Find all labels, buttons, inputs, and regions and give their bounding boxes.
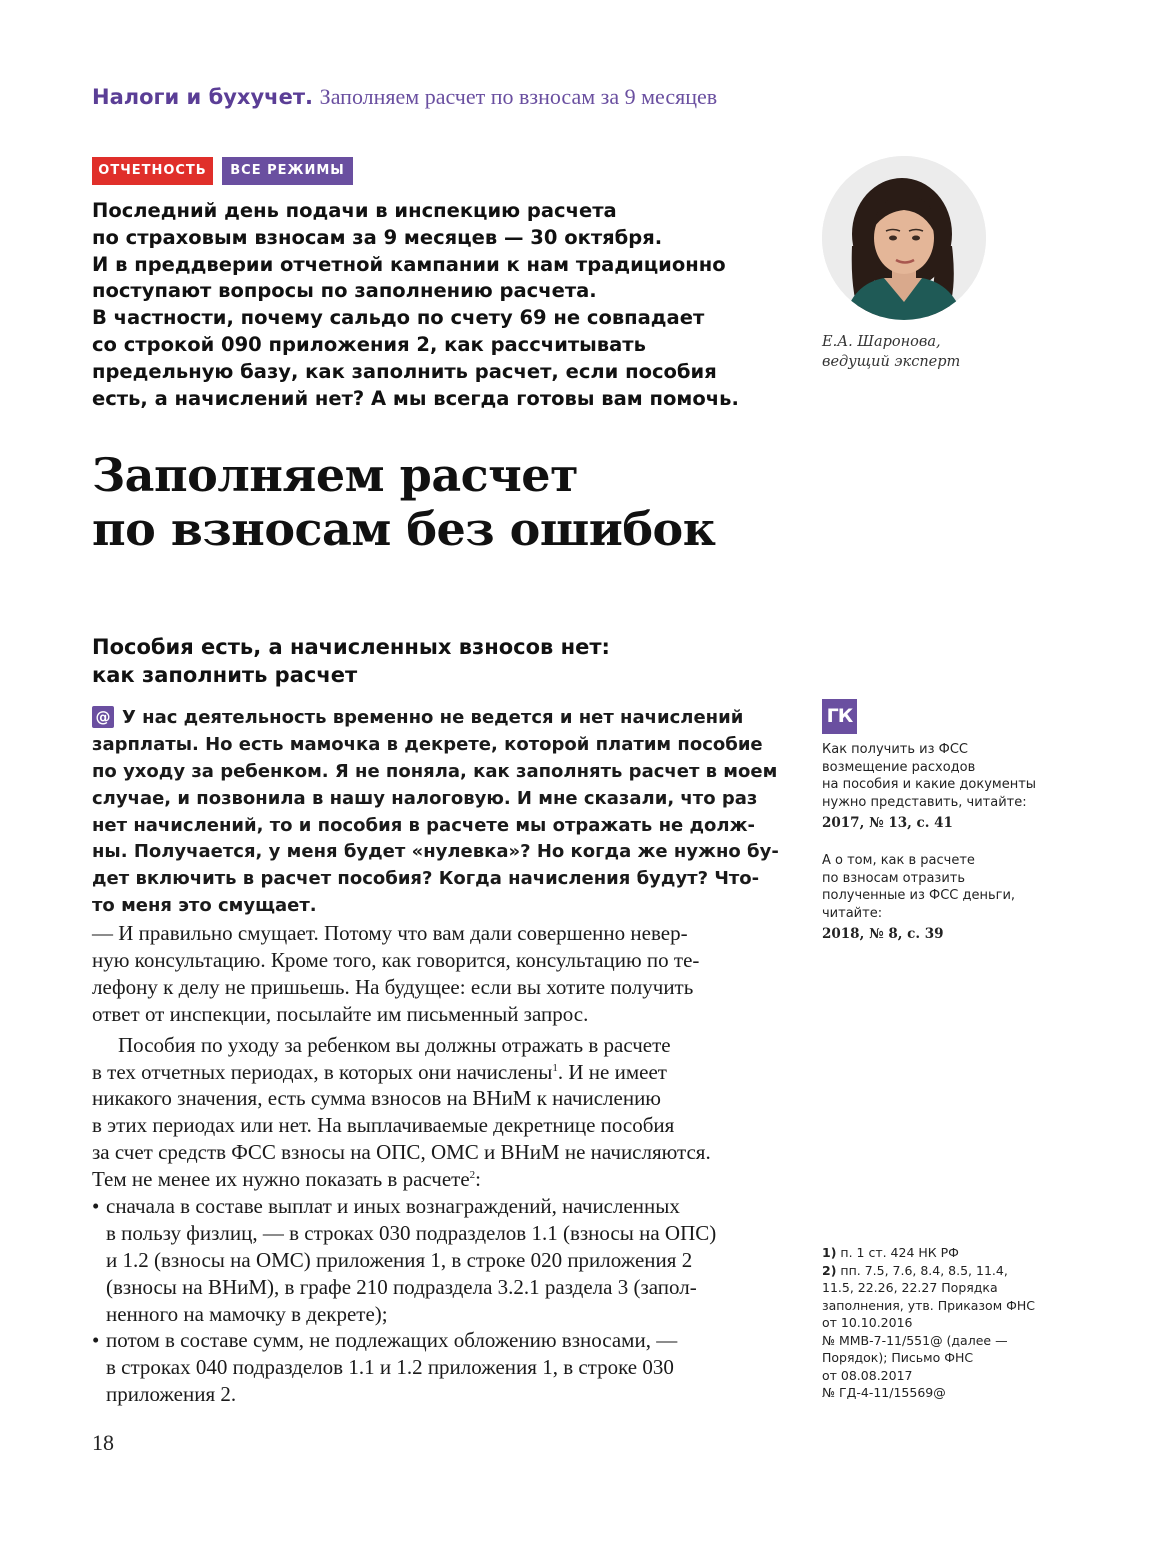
- article-body: [92, 705, 779, 1408]
- question-line: по уходу за ребенком. Я не поняла, как заполнять расчет в моем: [92, 760, 778, 782]
- question-line: @ У нас деятельность временно не ведется и нет начислений: [92, 705, 772, 732]
- section-name: Налоги и бухучет.: [92, 85, 313, 109]
- bullet-line: • потом в составе сумм, не подлежащих обложению взносами, —: [92, 1328, 678, 1353]
- answer-line: — И правильно смущает. Потому что вам дали совершенно невер-: [92, 921, 688, 946]
- footnotes: 1) п. 1 ст. 424 НК РФ 2) пп. 7.5, 7.6, 8.4, 8.5, 11.4, 11.5, 22.26, 22.27 Порядка заполнения, утв. Приказом ФНС от 10.10.2016 № ММВ-7-11/551@ (далее — Порядок); Письмо ФНС от 08.08.2017 № ГД-4-11/15569@: [822, 1245, 1035, 1400]
- at-icon: @: [92, 706, 114, 728]
- lead-line: со строкой 090 приложения 2, как рассчитывать: [92, 332, 646, 356]
- author-name: Е.А. Шаронова,: [822, 334, 941, 350]
- lead-line: поступают вопросы по заполнению расчета.: [92, 279, 597, 303]
- lead-line: Последний день подачи в инспекцию расчета: [92, 199, 617, 222]
- tag-all-regimes: ВСЕ РЕЖИМЫ: [222, 157, 353, 185]
- answer-line: ную консультацию. Кроме того, как говорится, консультацию по те-: [92, 948, 700, 973]
- lead-line: И в преддверии отчетной кампании к нам традиционно: [92, 252, 726, 276]
- bullet-line: в строках 040 подразделов 1.1 и 1.2 приложения 1, в строке 030: [106, 1355, 674, 1380]
- lead-line: В частности, почему сальдо по счету 69 не совпадает: [92, 306, 705, 330]
- question-line: дет включить в расчет пособия? Когда начисления будут? Что-: [92, 868, 760, 890]
- bullet-icon: •: [92, 1194, 100, 1219]
- author-photo: [822, 156, 986, 320]
- issue-reference[interactable]: 2017, № 13, с. 41: [822, 815, 953, 831]
- answer-line: лефону к делу не пришьешь. На будущее: если вы хотите получить: [92, 974, 694, 999]
- bullet-line: в пользу физлиц, — в строках 030 подразделов 1.1 (взносы на ОПС): [106, 1220, 717, 1245]
- author-caption: [822, 332, 960, 372]
- bullet-line: (взносы на ВНиМ), в графе 210 подраздела 3.2.1 раздела 3 (запол-: [106, 1274, 697, 1299]
- question-line: зарплаты. Но есть мамочка в декрете, которой платим пособие: [92, 733, 763, 755]
- subheading-line: Пособия есть, а начисленных взносов нет:: [92, 635, 610, 659]
- title-line: по взносам без ошибок: [92, 502, 716, 556]
- lead-line: предельную базу, как заполнить расчет, если пособия: [92, 359, 717, 383]
- lead-paragraph: [92, 198, 792, 412]
- paragraph-line: Пособия по уходу за ребенком вы должны отражать в расчете: [118, 1032, 671, 1057]
- bullet-line: приложения 2.: [106, 1382, 237, 1407]
- paragraph-line: никакого значения, есть сумма взносов на ВНиМ к начислению: [92, 1086, 661, 1111]
- article-topic: Заполняем расчет по взносам за 9 месяцев: [319, 84, 718, 109]
- author-role: ведущий эксперт: [822, 354, 961, 370]
- section-subheading: [92, 633, 610, 689]
- question-line: ны. Получается, у меня будет «нулевка»? Но когда же нужно бу-: [92, 841, 779, 863]
- lead-line: по страховым взносам за 9 месяцев — 30 октября.: [92, 225, 663, 249]
- sidebar-note: Как получить из ФСС возмещение расходов на пособия и какие документы нужно представить, читайте: 2017, № 13, с. 41: [822, 741, 1052, 833]
- bullet-line: ненного на мамочку в декрете);: [106, 1301, 388, 1326]
- answer-line: ответ от инспекции, посылайте им письменный запрос.: [92, 1001, 589, 1026]
- lead-line: есть, а начислений нет? А мы всегда готовы вам помочь.: [92, 386, 739, 410]
- footnote-ref-2: 2: [469, 1169, 476, 1182]
- title-line: Заполняем расчет: [92, 448, 579, 502]
- page-number: 18: [92, 1430, 114, 1455]
- question-line: то меня это смущает.: [92, 895, 317, 917]
- bullet-line: • сначала в составе выплат и иных вознаграждений, начисленных: [92, 1194, 680, 1219]
- issue-reference[interactable]: 2018, № 8, с. 39: [822, 926, 944, 942]
- author-portrait: [822, 156, 986, 320]
- question-line: случае, и позвонила в нашу налоговую. И мне сказали, что раз: [92, 787, 758, 809]
- question-line: нет начислений, то и пособия в расчете мы отражать не долж-: [92, 814, 755, 836]
- paragraph-line: в тех отчетных периодах, в которых они начислены$^1$. И не имеет: [92, 1059, 667, 1084]
- subheading-line: как заполнить расчет: [92, 663, 358, 687]
- sidebar-note: А о том, как в расчете по взносам отразить полученные из ФСС деньги, читайте: 2018, № 8, с. 39: [822, 852, 1052, 944]
- article-title: [92, 448, 715, 556]
- paragraph-line: Тем не менее их нужно показать в расчете$^2$:: [92, 1167, 482, 1192]
- paragraph-line: за счет средств ФСС взносы на ОПС, ОМС и ВНиМ не начисляются.: [92, 1140, 711, 1165]
- paragraph-line: в этих периодах или нет. На выплачиваемые декретнице пособия: [92, 1113, 675, 1138]
- running-header: [92, 84, 717, 110]
- footnote-1: 1) п. 1 ст. 424 НК РФ: [822, 1245, 959, 1260]
- footnote-ref-1: 1: [552, 1061, 558, 1074]
- bullet-icon: •: [92, 1328, 100, 1353]
- bullet-line: и 1.2 (взносы на ОМС) приложения 1, в строке 020 приложения 2: [106, 1247, 693, 1272]
- footnote-2: 2) пп. 7.5, 7.6, 8.4, 8.5, 11.4,: [822, 1262, 1008, 1278]
- tag-reporting: ОТЧЕТНОСТЬ: [92, 157, 213, 185]
- gk-logo-icon: ГК: [822, 699, 857, 734]
